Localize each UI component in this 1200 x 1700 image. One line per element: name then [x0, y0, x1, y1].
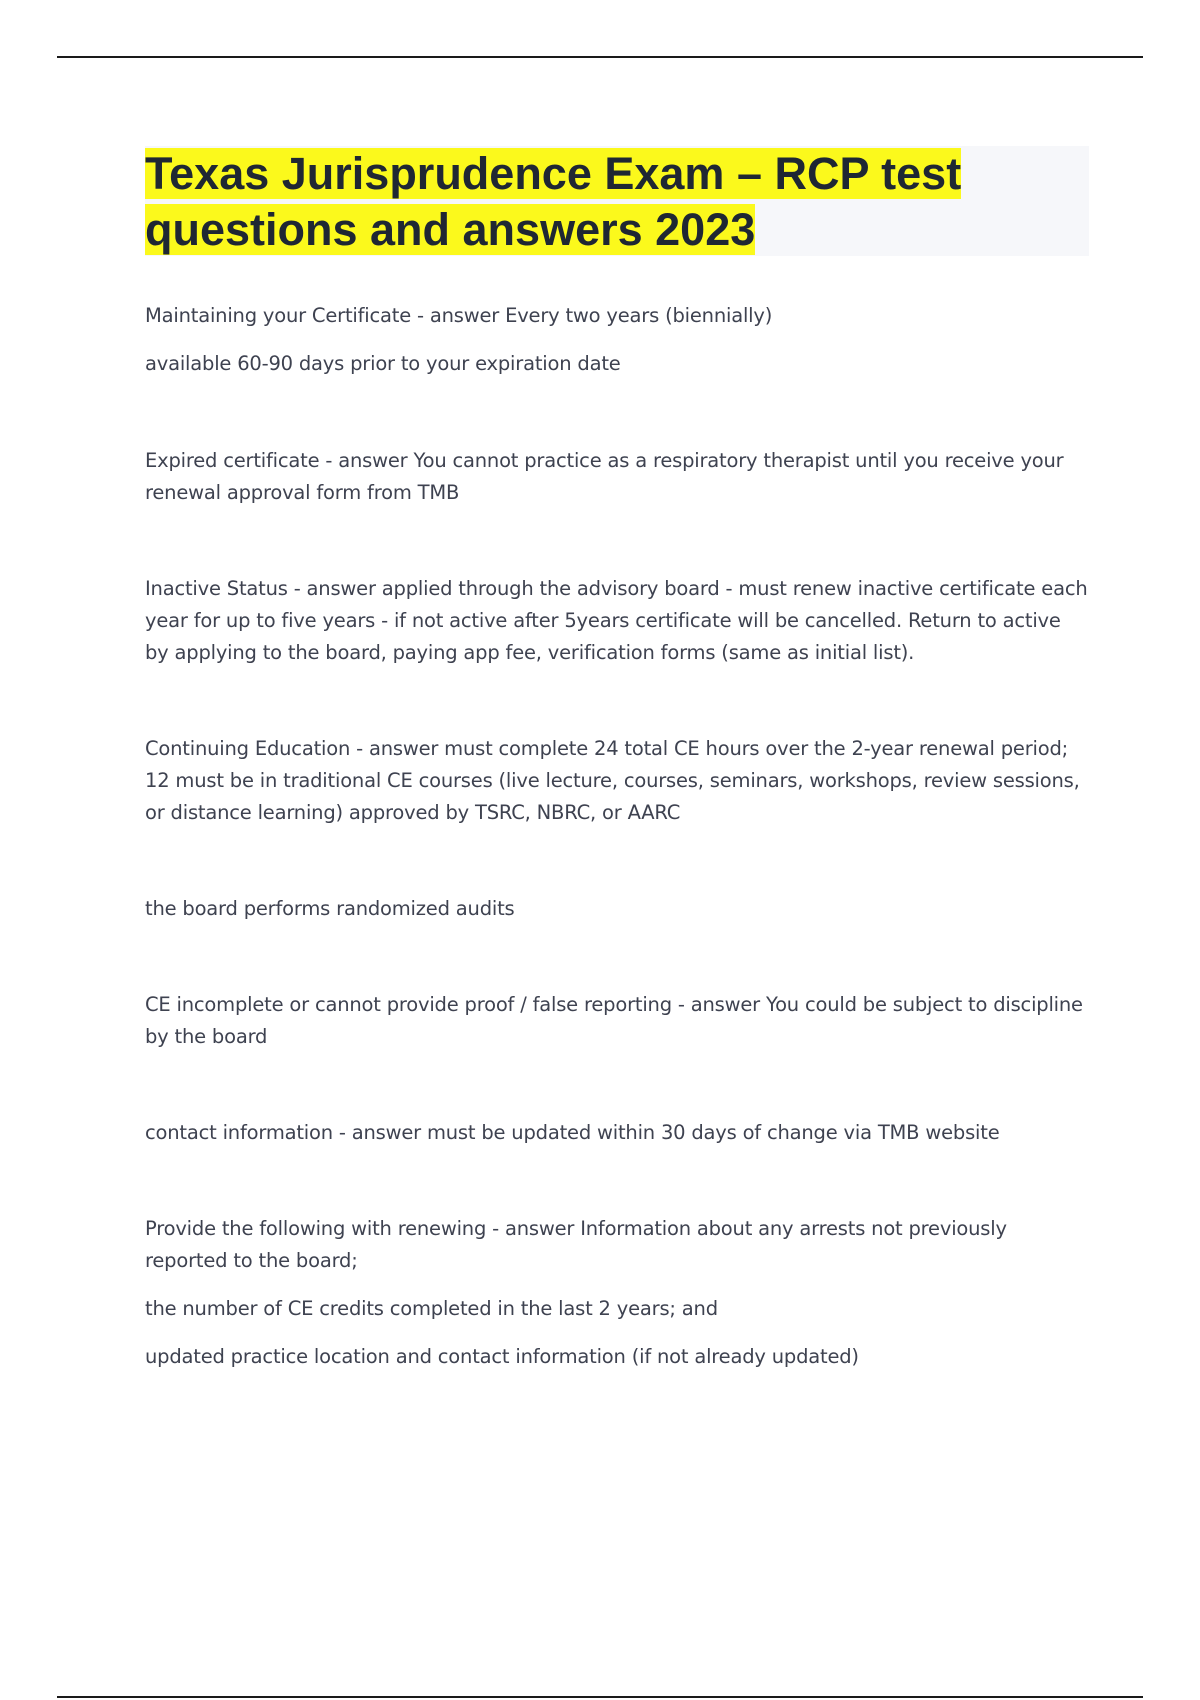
document-body [145, 300, 1090, 1373]
paragraph-maintaining-certificate: Maintaining your Certificate - answer Every two years (biennially) [145, 304, 773, 327]
paragraph-ce-credits: the number of CE credits completed in the last 2 years; and [145, 1297, 718, 1320]
paragraph-ce-incomplete: CE incomplete or cannot provide proof / false reporting - answer You could be subject to discipline by the board [145, 993, 1083, 1048]
paragraph-availability: available 60-90 days prior to your expiration date [145, 352, 621, 375]
paragraph-continuing-education: Continuing Education - answer must complete 24 total CE hours over the 2-year renewal period; 12 must be in traditional CE courses (live lecture, courses, seminars, workshops, review sessions, or distance learning) approved by TSRC, NBRC, or AARC [145, 737, 1080, 824]
paragraph-expired-certificate: Expired certificate - answer You cannot practice as a respiratory therapist until you receive your renewal approval form from TMB [145, 449, 1064, 504]
paragraph-renewal-requirements: Provide the following with renewing - answer Information about any arrests not previously reported to the board; [145, 1217, 1007, 1272]
title-highlight: Texas Jurisprudence Exam – RCP test questions and answers 2023 [145, 148, 962, 255]
paragraph-inactive-status: Inactive Status - answer applied through the advisory board - must renew inactive certificate each year for up to five years - if not active after 5years certificate will be cancelled. Return to active by applying to the board, paying app fee, verification forms (same as initial list). [145, 577, 1088, 664]
page-title [145, 146, 1089, 258]
paragraph-randomized-audits: the board performs randomized audits [145, 897, 515, 920]
paragraph-practice-location: updated practice location and contact information (if not already updated) [145, 1345, 859, 1368]
bottom-divider [57, 1696, 1143, 1698]
paragraph-contact-information: contact information - answer must be updated within 30 days of change via TMB website [145, 1121, 1000, 1144]
top-divider [57, 56, 1143, 58]
